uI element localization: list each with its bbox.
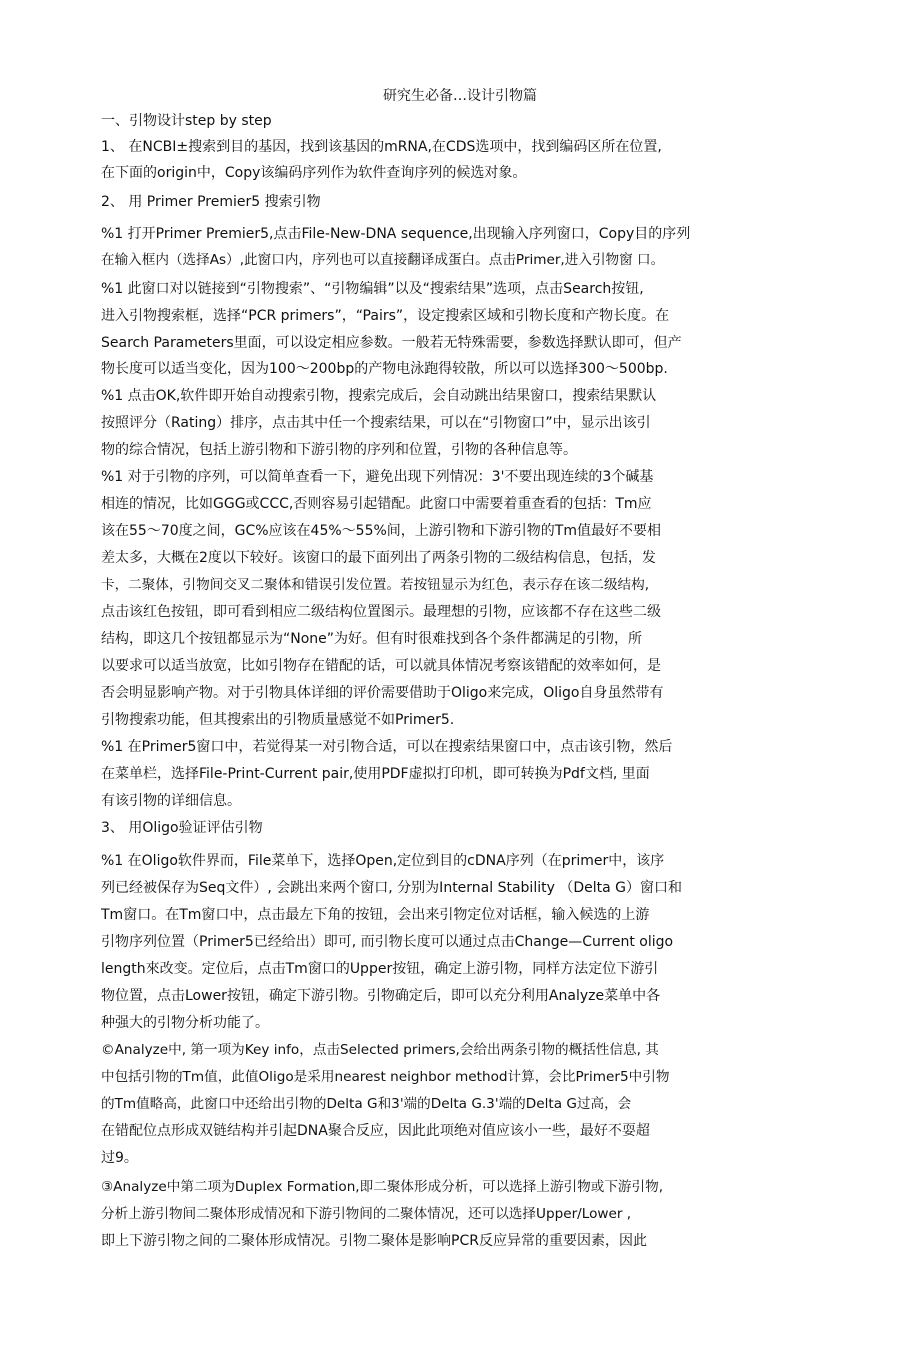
paragraph-line: 在输入框内（选择As）,此窗口内，序列也可以直接翻译成蛋白。点击Primer,进入引物窗 口。: [101, 252, 665, 268]
paragraph-line: 按照评分（Rating）排序，点击其中任一个搜索结果，可以在“引物窗口”中，显示出该引: [101, 415, 651, 431]
section-heading: 3、 用Oligo验证评估引物: [101, 820, 263, 836]
paragraph-line: 在菜单栏，选择File-Print-Current pair,使用PDF虚拟打印机，即可转换为Pdf文档, 里面: [101, 766, 650, 782]
paragraph-line: ©Analyze中, 第一项为Key info，点击Selected primers,会给出两条引物的概括性信息, 其: [101, 1042, 659, 1058]
paragraph-line: %1 在Oligo软件界而，File菜单下，选择Open,定位到目的cDNA序列（在primer中，该序: [101, 853, 665, 869]
paragraph-line: 列已经被保存为Seq文件）, 会跳出来两个窗口, 分别为Internal Stability （Delta G）窗口和: [101, 880, 682, 896]
paragraph-line: %1 在Primer5窗口中，若觉得某一对引物合适，可以在搜索结果窗口中，点击该引物，然后: [101, 739, 673, 755]
paragraph-line: %1 对于引物的序列，可以简单查看一下，避免出现下列情况：3'不要出现连续的3个碱基: [101, 469, 654, 485]
paragraph-line: length來改变。定位后，点击Tm窗口的Upper按钮，确定上游引物，同样方法定位下游引: [101, 961, 659, 977]
page-title: 研究生必备…设计引物篇: [383, 88, 537, 104]
paragraph-line: 引物序列位置（Primer5已经给出）即可, 而引物长度可以通过点击Change—Current oligo: [101, 934, 674, 950]
paragraph-line: 物的综合情况，包括上游引物和下游引物的序列和位置，引物的各种信息等。: [101, 442, 577, 458]
paragraph-line: 过9。: [101, 1150, 138, 1166]
paragraph-line: 结构，即这几个按钮都显示为“None”为好。但有时很难找到各个条件都满足的引物，所: [101, 631, 643, 647]
paragraph-line: 在错配位点形成双链结构并引起DNA聚合反应，因此此项绝对值应该小一些，最好不耍超: [101, 1123, 650, 1139]
paragraph-line: 相连的情况，比如GGG或CCC,否则容易引起错配。此窗口中需要着重查看的包括：Tm应: [101, 496, 652, 512]
paragraph-line: 物长度可以适当变化，因为100～200bp的产物电泳跑得较散，所以可以选择300～500bp.: [101, 361, 668, 377]
paragraph-line: Tm窗口。在Tm窗口中，点击最左下角的按钮，会出来引物定位对话框，输入候选的上游: [101, 907, 650, 923]
paragraph-line: 引物搜索功能，但其搜索出的引物质量感觉不如Primer5.: [101, 712, 455, 728]
paragraph-line: 差太多，大概在2度以下较好。该窗口的最下面列出了两条引物的二级结构信息，包括，发: [101, 550, 656, 566]
paragraph-line: 有该引物的详细信息。: [101, 793, 241, 809]
paragraph-line: 物位置，点击Lower按钮，确定下游引物。引物确定后，即可以充分利用Analyze菜单中各: [101, 988, 661, 1004]
paragraph-line: 卡，二聚体，引物间交叉二聚体和错误引发位置。若按钮显示为红色，表示存在该二级结构,: [101, 577, 650, 593]
paragraph-line: 该在55～70度之间，GC%应该在45%～55%间，上游引物和下游引物的Tm值最好不要相: [101, 523, 661, 539]
paragraph-line: 中包括引物的Tm值，此值Oligo是采用nearest neighbor method计算，会比Primer5中引物: [101, 1069, 670, 1085]
paragraph-line: 种强大的引物分析功能了。: [101, 1015, 269, 1031]
paragraph-line: Search Parameters里面，可以设定相应参数。一般若无特殊需要，参数选择默认即可，但产: [101, 335, 682, 351]
paragraph-line: 以要求可以适当放宽，比如引物存在错配的话，可以就具体情况考察该错配的效率如何，是: [101, 658, 661, 674]
paragraph-line: 进入引物搜索框，选择“PCR primers”，“Pairs”，设定搜索区域和引物长度和产物长度。在: [101, 308, 670, 324]
paragraph-line: 在下面的origin中，Copy该编码序列作为软件查询序列的候选对象。: [101, 165, 527, 181]
paragraph-line: 否会明显影响产物。对于引物具体详细的评价需要借助于Oligo来完成，Oligo自身虽然带有: [101, 685, 664, 701]
paragraph-line: ③Analyze中第二项为Duplex Formation,即二聚体形成分析，可以选择上游引物或下游引物,: [101, 1179, 664, 1195]
paragraph-line: 点击该红色按钮，即可看到相应二级结构位置图示。最理想的引物，应该都不存在这些二级: [101, 604, 661, 620]
paragraph-line: 即上下游引物之间的二聚体形成情况。引物二聚体是影响PCR反应异常的重要因素，因此: [101, 1233, 647, 1249]
paragraph-line: %1 打开Primer Premier5,点击File-New-DNA sequence,出现输入序列窗口，Copy目的序列: [101, 226, 691, 242]
paragraph-line: 1、 在NCBI±搜索到目的基因，找到该基因的mRNA,在CDS选项中，找到编码区所在位置,: [101, 139, 662, 155]
paragraph-line: 的Tm值略高，此窗口中还给出引物的Delta G和3'端的Delta G.3'端的Delta G过高，会: [101, 1096, 632, 1112]
paragraph-line: %1 点击OK,软件即开始自动搜索引物，搜索完成后，会自动跳出结果窗口，搜索结果默认: [101, 388, 657, 404]
section-heading: 一、引物设计step by step: [101, 113, 272, 129]
paragraph-line: %1 此窗口对以链接到“引物搜索”、“引物编辑”以及“搜索结果”选项，点击Search按钮,: [101, 281, 644, 297]
section-heading: 2、 用 Primer Premier5 搜索引物: [101, 194, 321, 210]
paragraph-line: 分析上游引物间二聚体形成情况和下游引物间的二聚体情况，还可以选择Upper/Lower ,: [101, 1206, 632, 1222]
